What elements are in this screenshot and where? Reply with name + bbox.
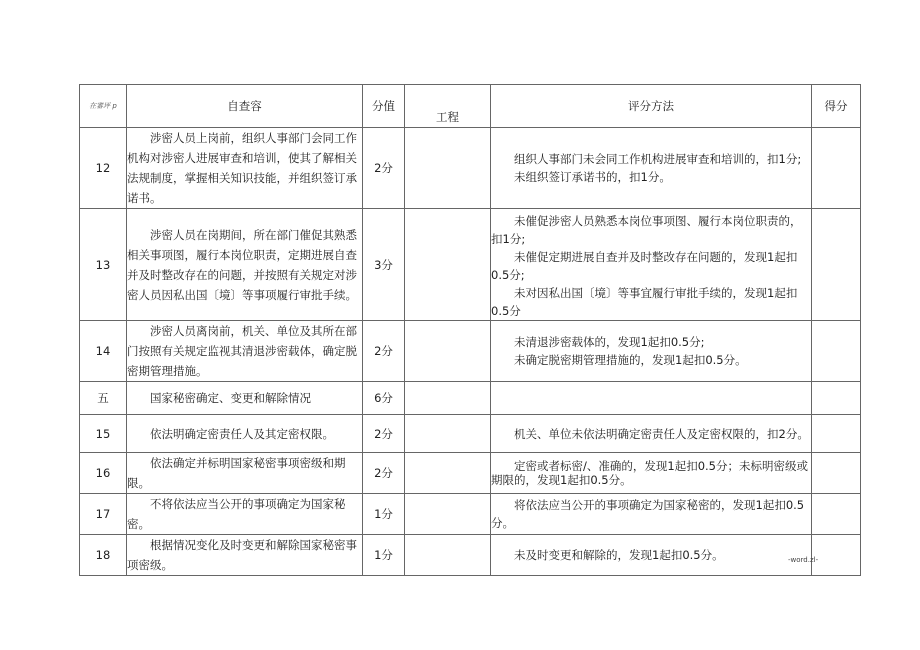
row-content-text: 依法确定并标明国家秘密事项密级和期限。 <box>127 456 346 490</box>
method-line: 组织人事部门未会同工作机构进展审查和培训的，扣1分; <box>514 152 802 166</box>
row-method <box>491 382 812 415</box>
row-no: 12 <box>80 128 127 209</box>
row-item <box>405 321 491 382</box>
row-content-text: 不将依法应当公开的事项确定为国家秘密。 <box>127 497 346 531</box>
row-no: 18 <box>80 535 127 576</box>
row-score: 1分 <box>363 535 405 576</box>
method-line: 未组织签订承诺书的，扣1分。 <box>514 170 671 184</box>
row-method <box>491 535 812 576</box>
method-line: 机关、单位未依法明确定密责任人及定密权限的，扣2分。 <box>514 426 809 441</box>
row-no: 13 <box>80 209 127 321</box>
method-line: 未确定脱密期管理措施的，发现1起扣0.5分。 <box>514 353 747 367</box>
table-row <box>80 382 861 415</box>
table-row <box>80 209 861 321</box>
row-get <box>812 128 861 209</box>
method-line: 未催促定期进展自查并及时整改存在问题的，发现1起扣0.5分; <box>491 250 798 282</box>
row-no: 16 <box>80 453 127 494</box>
row-score: 2分 <box>363 415 405 453</box>
row-content <box>127 415 363 453</box>
row-item <box>405 494 491 535</box>
row-score: 2分 <box>363 321 405 382</box>
row-no: 五 <box>80 382 127 415</box>
row-method <box>491 453 812 494</box>
row-content <box>127 453 363 494</box>
row-content-text: 涉密人员上岗前，组织人事部门会同工作机构对涉密人进展审查和培训，使其了解相关法规制度，掌握相关知识技能，并组织签订承诺书。 <box>127 131 357 205</box>
table-row <box>80 415 861 453</box>
method-line: 未催促涉密人员熟悉本岗位事项图、履行本岗位职责的，扣1分; <box>491 214 802 246</box>
row-no: 17 <box>80 494 127 535</box>
table-row <box>80 535 861 576</box>
row-method <box>491 494 812 535</box>
row-get <box>812 415 861 453</box>
table-header-row <box>80 85 861 128</box>
row-score: 2分 <box>363 128 405 209</box>
row-item <box>405 209 491 321</box>
row-content <box>127 535 363 576</box>
method-line: 将依法应当公开的事项确定为国家秘密的，发现1起扣0.5分。 <box>491 498 805 530</box>
header-method: 评分方法 <box>491 85 812 128</box>
row-get <box>812 453 861 494</box>
row-method <box>491 128 812 209</box>
page-footer: -word.zl- <box>788 556 819 564</box>
row-item <box>405 453 491 494</box>
table-row <box>80 321 861 382</box>
row-item <box>405 382 491 415</box>
method-line: 未对因私出国〔境〕等事宜履行审批手续的，发现1起扣0.5分 <box>491 286 798 318</box>
row-method <box>491 321 812 382</box>
header-score: 分值 <box>363 85 405 128</box>
header-no: 在審坪 p <box>80 85 127 128</box>
row-score: 1分 <box>363 494 405 535</box>
row-content <box>127 321 363 382</box>
row-no: 15 <box>80 415 127 453</box>
table-row <box>80 453 861 494</box>
row-get <box>812 535 861 576</box>
header-get: 得分 <box>812 85 861 128</box>
row-method <box>491 209 812 321</box>
row-content <box>127 494 363 535</box>
row-content <box>127 209 363 321</box>
row-content-text: 涉密人员离岗前，机关、单位及其所在部门按照有关规定监视其清退涉密载体，确定脱密期管理措施。 <box>127 324 357 378</box>
row-item <box>405 535 491 576</box>
row-score: 6分 <box>363 382 405 415</box>
table-row <box>80 494 861 535</box>
row-content-text: 涉密人员在岗期间，所在部门催促其熟悉相关事项图，履行本岗位职责，定期进展自查并及时整改存在的问题，并按照有关规定对涉密人员因私出国〔境〕等事项履行审批手续。 <box>127 227 357 302</box>
header-content: 自查容 <box>127 85 363 128</box>
row-no: 14 <box>80 321 127 382</box>
self-check-table <box>79 84 861 576</box>
row-get <box>812 209 861 321</box>
method-line: 未清退涉密载体的，发现1起扣0.5分; <box>514 335 705 349</box>
row-item <box>405 415 491 453</box>
row-content-text: 根据情况变化及时变更和解除国家秘密事项密级。 <box>127 538 357 572</box>
row-content-text: 国家秘密确定、变更和解除情况 <box>150 391 311 405</box>
table-row <box>80 128 861 209</box>
row-content <box>127 382 363 415</box>
row-get <box>812 494 861 535</box>
row-content <box>127 128 363 209</box>
row-score: 3分 <box>363 209 405 321</box>
row-get <box>812 382 861 415</box>
method-line: 未及时变更和解除的，发现1起扣0.5分。 <box>514 548 724 562</box>
row-score: 2分 <box>363 453 405 494</box>
row-content-text: 依法明确定密责任人及其定密权限。 <box>150 426 334 441</box>
row-item <box>405 128 491 209</box>
method-line: 定密或者标密/、准确的，发现1起扣0.5分；未标明密级或期限的，发现1起扣0.5分。 <box>491 459 808 487</box>
row-method <box>491 415 812 453</box>
header-item: 工程 <box>405 85 491 128</box>
row-get <box>812 321 861 382</box>
